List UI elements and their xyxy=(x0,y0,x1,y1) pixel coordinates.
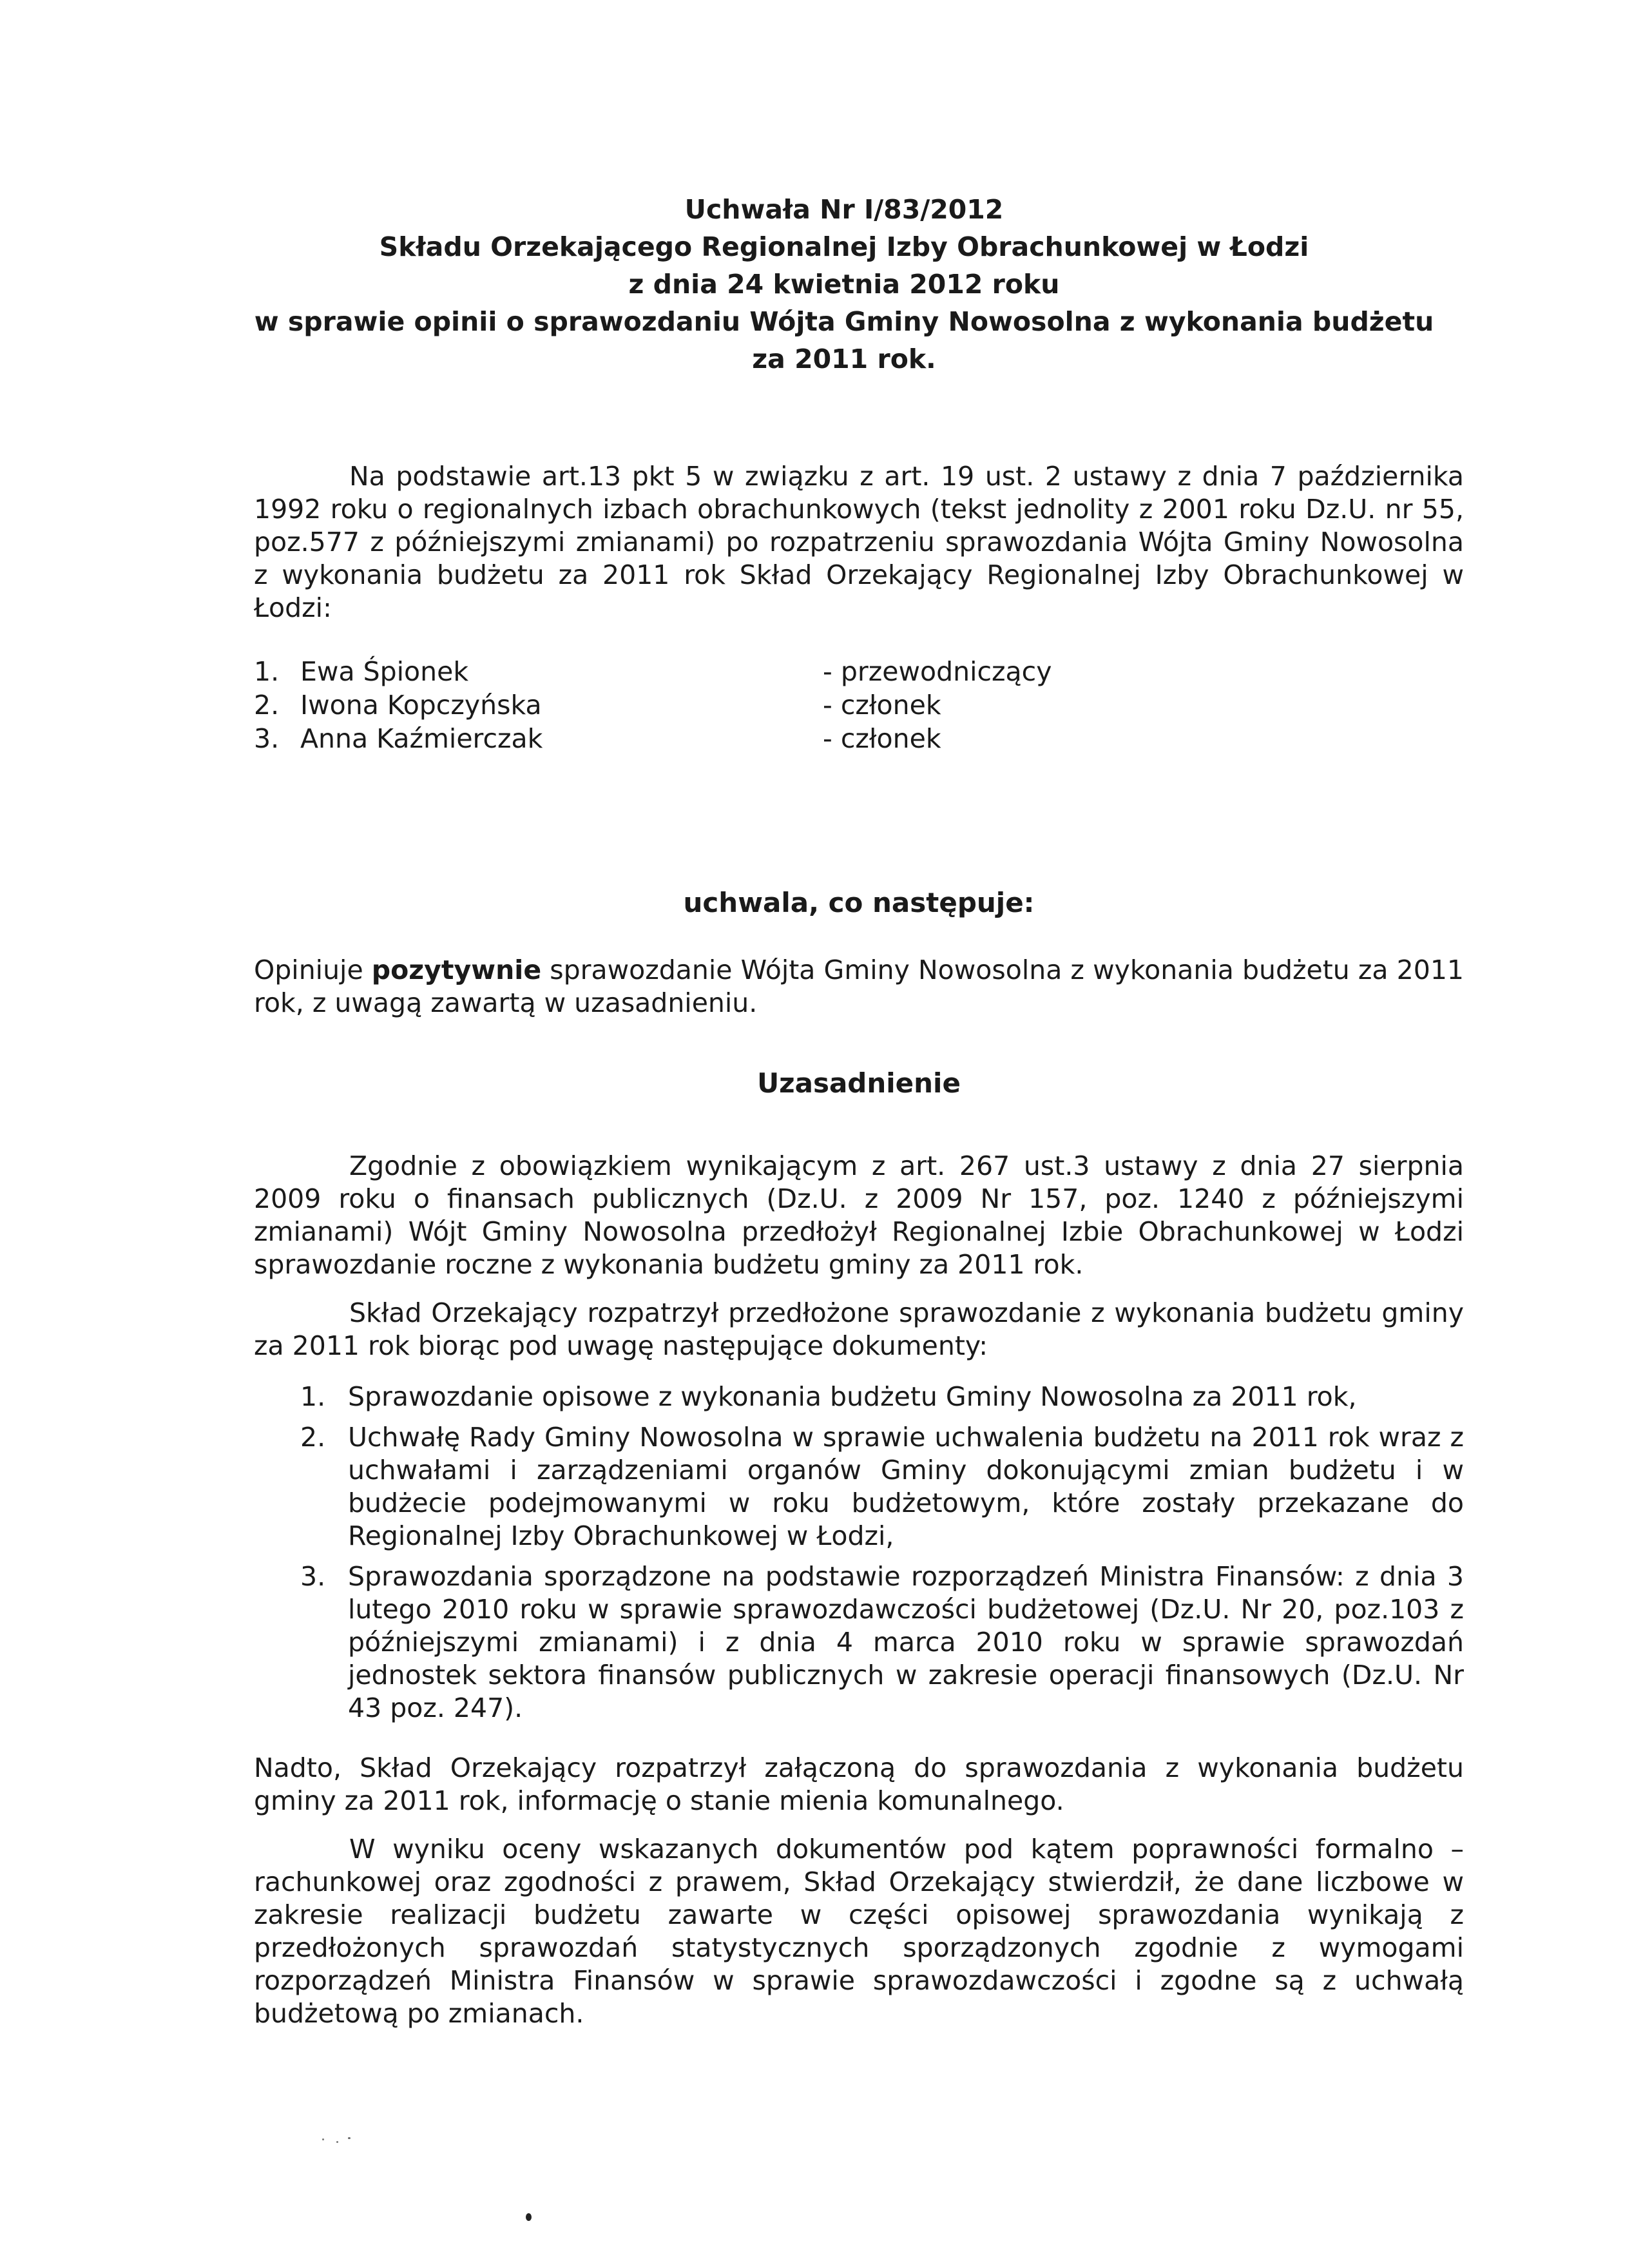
title-line-number: Uchwała Nr I/83/2012 xyxy=(684,194,1004,225)
title-line-subject-end: za 2011 rok. xyxy=(752,344,936,374)
scan-speck xyxy=(348,2137,351,2139)
document-text: Uchwałę Rady Gminy Nowosolna w sprawie uchwalenia budżetu na 2011 rok wraz z uchwałami i zarządzeniami organów Gminy dokonującymi zmian budżetu i w budżecie podejmowanymi w roku budżetowym, które zostały przekazane do Regionalnej Izby Obrachunkowej w Łodzi, xyxy=(348,1422,1464,1551)
justification-paragraph-1: Zgodnie z obowiązkiem wynikającym z art. 267 ust.3 ustawy z dnia 27 sierpnia 2009 roku o finansach publicznych (Dz.U. z 2009 Nr 157, poz. 1240 z późniejszymi zmianami) Wójt Gminy Nowosolna przedłożył Regionalnej Izbie Obrachunkowej w Łodzi sprawozdanie roczne z wykonania budżetu gminy za 2011 rok. xyxy=(254,1150,1464,1280)
intro-paragraph: Na podstawie art.13 pkt 5 w związku z art. 19 ust. 2 ustawy z dnia 7 października 1992 roku o regionalnych izbach obrachunkowych (tekst jednolity z 2001 roku Dz.U. nr 55, poz.577 z późniejszymi zmianami) po rozpatrzeniu sprawozdania Wójta Gminy Nowosolna z wykonania budżetu za 2011 rok Skład Orzekający Regionalnej Izby Obrachunkowej w Łodzi: xyxy=(254,461,1464,623)
document-text: Sprawozdanie opisowe z wykonania budżetu Gminy Nowosolna za 2011 rok, xyxy=(348,1381,1357,1412)
justification-paragraph-4: W wyniku oceny wskazanych dokumentów pod kątem poprawności formalno – rachunkowej oraz zgodności z prawem, Skład Orzekający stwierdził, że dane liczbowe w zakresie realizacji budżetu zawarte w części opisowej sprawozdania wynikają z przedłożonych sprawozdań statystycznych sporządzonych zgodnie z wymogami rozporządzeń Ministra Finansów w sprawie sprawozdawczości i zgodne są z uchwałą budżetową po zmianach. xyxy=(254,1834,1464,2029)
member-name: Anna Kaźmierczak xyxy=(300,723,543,754)
title-line-date: z dnia 24 kwietnia 2012 roku xyxy=(628,269,1060,300)
member-row xyxy=(254,655,1156,688)
opinion-positive: pozytywnie xyxy=(371,955,542,985)
document-number: 2. xyxy=(300,1422,326,1453)
member-role: - członek xyxy=(823,690,941,721)
scan-speck xyxy=(322,2138,324,2140)
member-name: Ewa Śpionek xyxy=(300,656,469,687)
opinion-text-after: sprawozdanie Wójta Gminy Nowosolna z wykonania budżetu za 2011 rok, z uwagą zawartą w uzasadnieniu. xyxy=(254,955,1464,1018)
member-number: 3. xyxy=(254,723,280,754)
justification-heading: Uzasadnienie xyxy=(757,1067,961,1099)
justification-paragraph-2: Skład Orzekający rozpatrzył przedłożone sprawozdanie z wykonania budżetu gminy za 2011 rok biorąc pod uwagę następujące dokumenty: xyxy=(254,1297,1464,1361)
member-role: - przewodniczący xyxy=(823,656,1052,687)
justification-paragraph-3: Nadto, Skład Orzekający rozpatrzył załączoną do sprawozdania z wykonania budżetu gminy za 2011 rok, informację o stanie mienia komunalnego. xyxy=(254,1752,1464,1816)
scan-speck xyxy=(336,2141,338,2143)
members-list xyxy=(254,655,1156,755)
document-item xyxy=(254,1421,1464,1553)
resolution-title xyxy=(245,191,1443,378)
opinion-paragraph xyxy=(254,954,1464,1020)
member-number: 1. xyxy=(254,656,280,687)
title-line-subject: w sprawie opinii o sprawozdaniu Wójta Gminy Nowosolna z wykonania budżetu xyxy=(254,306,1434,337)
member-name: Iwona Kopczyńska xyxy=(300,690,542,721)
opinion-text-before: Opiniuje xyxy=(254,955,372,985)
document-text: Sprawozdania sporządzone na podstawie rozporządzeń Ministra Finansów: z dnia 3 lutego 2010 roku w sprawie sprawozdawczości budżetowej (Dz.U. Nr 20, poz.103 z późniejszymi zmianami) i z dnia 4 marca 2010 roku w sprawie sprawozdań jednostek sektora finansów publicznych w zakresie operacji finansowych (Dz.U. Nr 43 poz. 247). xyxy=(348,1561,1464,1723)
title-line-body: Składu Orzekającego Regionalnej Izby Obrachunkowej w Łodzi xyxy=(379,231,1309,262)
member-row xyxy=(254,722,1156,755)
document-item xyxy=(254,1560,1464,1725)
documents-list xyxy=(254,1381,1464,1725)
document-number: 1. xyxy=(300,1381,326,1412)
member-role: - członek xyxy=(823,723,941,754)
scan-speck xyxy=(526,2213,532,2221)
document-item xyxy=(254,1381,1464,1413)
document-number: 3. xyxy=(300,1561,326,1592)
member-number: 2. xyxy=(254,690,280,721)
resolves-heading: uchwala, co następuje: xyxy=(683,887,1035,918)
member-row xyxy=(254,688,1156,722)
